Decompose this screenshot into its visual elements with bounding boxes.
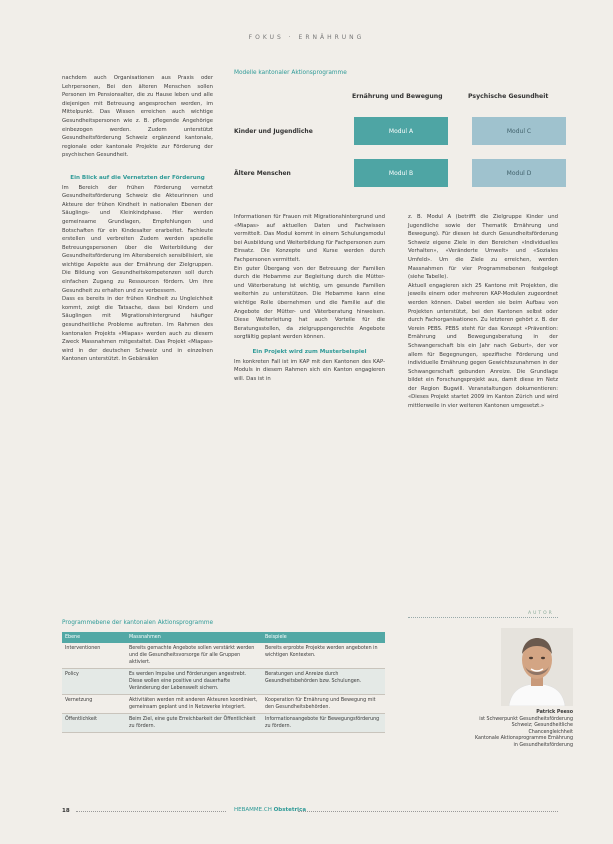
figure-row-label-elderly: Ältere Menschen — [234, 170, 291, 177]
table-cell: Vernetzung — [62, 695, 126, 714]
body-paragraph: Dass es bereits in der frühen Kindheit zu Ungleichheit kommt, zeigt die Tatsache, dass bei Kindern und Säuglingen mit Migrationshintergrund häufiger gesundheitliche Probleme auftreten. Im Rahmen des kantonalen Projekts «Miapas» werden auch zu diesem Zweck Massnahmen mitgestaltet. Das Projekt «Miapas» wird in der deutschen Schweiz und in einzelnen Kantonen unterstützt. In Gebärsälen — [62, 296, 213, 363]
table-cell: Bereits gemachte Angebote sollen verstärkt werden und die Gesundheitsvorsorge für alle Gruppen aktiviert. — [126, 643, 262, 669]
author-portrait-image — [501, 628, 573, 706]
running-head: FOKUS · ERNÄHRUNG — [248, 34, 365, 41]
author-section-label: AUTOR — [528, 611, 554, 616]
column-2 — [234, 213, 385, 383]
author-portrait — [501, 628, 573, 706]
body-paragraph: Informationen für Frauen mit Migrationshintergrund und «Miapas» auf aktuellen Daten und Fachwissen vermittelt. Das Modul kommt in einem Schulungsmodul bei Ausbildung und Weiterbildung für Fachpersonen zum Einsatz. Die Konzepte und Kurse werden durch Fachpersonen vermittelt. — [234, 214, 385, 263]
module-c-box: Modul C — [472, 117, 566, 145]
table-cell: Informationsangebote für Bewegungsförderung zu fördern. — [262, 714, 385, 733]
footer-rule — [298, 811, 558, 812]
table-title: Programmebene der kantonalen Aktionsprogramme — [62, 620, 214, 626]
module-a-box: Modul A — [354, 117, 448, 145]
author-separator — [408, 617, 558, 618]
table-row — [62, 714, 385, 733]
author-bio-line: Kantonale Aktionsprogramme Ernährung — [474, 736, 573, 742]
subheading: Ein Projekt wird zum Musterbeispiel — [252, 348, 367, 355]
table-header: Ebene — [62, 632, 126, 643]
module-b-box: Modul B — [354, 159, 448, 187]
table-cell: Bereits erprobte Projekte werden angeboten in wichtigen Kontexten. — [262, 643, 385, 669]
table-cell: Policy — [62, 669, 126, 695]
table-cell: Es werden Impulse und Förderungen angestrebt. Diese wollen eine positive und dauerhafte Veränderung der Lebenswelt sichern. — [126, 669, 262, 695]
figure-col-head-mental: Psychische Gesundheit — [468, 93, 549, 100]
figure-row-label-children: Kinder und Jugendliche — [234, 128, 313, 135]
body-paragraph: z. B. Modul A (betrifft die Zielgruppe Kinder und Jugendliche sowie der Thematik Ernährung und Bewegung). Für diesen ist durch Gesundheitsförderung Schweiz eigene Ziele in den Bereichen «Individuelles Verhalten», «Veränderte Umwelt» und «Soziales Umfeld». Um die Ziele zu erreichen, werden Massnahmen für vier Programmebenen festgelegt (siehe Tabelle). — [408, 214, 558, 281]
body-paragraph: nachdem auch Organisationen aus Praxis oder Lehrpersonen, Bei den älteren Menschen sollen Personen im Pensionsalter, die zu Hause leben und alle diejenigen mit Betreuung angesprochen werden, im Mittelpunkt. Das Wissen erreichen auch wichtige Gesundheitspersonen wie z. B. pflegende Angehörige einbezogen werden. Zudem unterstützt Gesundheitsförderung Schweiz ergänzend kantonale, regionale oder kantonale Projekte zur Förderung der psychischen Gesundheit. — [62, 75, 213, 159]
column-1 — [62, 74, 213, 364]
subheading: Ein Blick auf die Vernetzten der Förderung — [70, 174, 205, 181]
magazine-subtitle: Obstetrica — [273, 807, 307, 813]
author-bio-line: ist Schwerpunkt Gesundheitsförderung — [479, 716, 573, 722]
author-bio-line: in Gesundheitsförderung — [513, 742, 573, 748]
table-header-row — [62, 632, 385, 643]
body-paragraph: Ein guter Übergang von der Betreuung der Familien durch die Hebamme zur Begleitung durch die Mütter- und Väterberatung ist wichtig, um gesunde Familien weiterhin zu unterstützen. Die Hebamme kann eine wichtige Rolle übernehmen und die Familie auf die Angebote der Mütter- und Väterberatung hinweisen. Diese Weiterleitung hat auch Vorteile für die Beratungsstellen, da zielgruppengerechte Angebote sorgfältig geplant werden können. — [234, 265, 385, 341]
footer-magazine — [234, 807, 306, 813]
table-header: Beispiele — [262, 632, 385, 643]
table-cell: Kooperation für Ernährung und Bewegung mit den Gesundheitsbehörden. — [262, 695, 385, 714]
figure-title: Modelle kantonaler Aktionsprogramme — [234, 70, 347, 76]
table-row — [62, 669, 385, 695]
body-paragraph: Im konkreten Fall ist im KAP mit den Kantonen des KAP-Moduls in diesem Rahmen sich ein Kanton engagieren will. Das ist in — [234, 358, 385, 382]
table-cell: Öffentlichkeit — [62, 714, 126, 733]
table-row — [62, 643, 385, 669]
module-d-box: Modul D — [472, 159, 566, 187]
table-row — [62, 695, 385, 714]
page-number: 18 — [62, 808, 70, 814]
table-cell: Beratungen und Anreize durch Gesundheitsbehörden bzw. Schulungen. — [262, 669, 385, 695]
table-cell: Aktivitäten werden mit anderen Akteuren koordiniert, gemeinsam geplant und in Netzwerke integriert. — [126, 695, 262, 714]
author-bio-line: Chancengleichheit — [528, 729, 573, 735]
column-3 — [408, 213, 558, 411]
table-cell: Interventionen — [62, 643, 126, 669]
author-bio-line: Schweiz; Gesundheitliche — [511, 723, 573, 729]
author-name: Patrick Peeso — [536, 710, 573, 715]
body-paragraph: Im Bereich der frühen Förderung vernetzt Gesundheitsförderung Schweiz die Akteurinnen und Akteure der frühen Kindheit in nationalen Ebenen der Säuglings- und Kleinkindphase. Hier werden gemeinsame Grundlagen, Empfehlungen und Botschaften für ein Kindesalter erarbeitet. Fachleute erstellen und verbreiten Zudem werden spezielle Betreuungspersonen über die Weiterbildung der Gesundheitsförderung im Altersbereich sensibilisiert, sie wichtige Aspekte aus der Ernährung der Zielgruppen. Die Bildung von Gesundheitskompetenzen soll durch einfachen Zugang zu Ressourcen fördern. Um ihre Gesundheit zu erhalten und zu verbessern. — [62, 184, 213, 294]
body-paragraph: Aktuell engagieren sich 25 Kantone mit Projekten, die jeweils einem oder mehreren KAP-Modulen zugeordnet werden können. Dabei werden sie beim Aufbau von Projekten unterstützt, bei den Kantonen selbst oder durch Fachorganisationen. Zu letzteren gehört z. B. der Verein PEBS. PEBS steht für das Konzept «Prävention: Ernährung und Bewegungsberatung in der Schwangerschaft bis ein Jahr nach Geburt», der vor allem für Begegnungen, spezifische Förderung und individuelle Ernährung gegen Gewichtszunahmen in der Schwangerschaft gebunden Anreize. Die Grundlage bildet ein Forschungsprojekt aus, damit diese im Netz der Region Bugwill. Veranstaltungen dokumentieren: «Dieses Projekt startet 2009 im Kanton Zürich und wird mittlerweile in vier weiteren Kantonen umgesetzt.» — [408, 282, 558, 410]
table-header: Massnahmen — [126, 632, 262, 643]
author-caption — [443, 710, 573, 750]
magazine-name: HEBAMME.CH — [234, 807, 272, 813]
figure-col-head-nutrition: Ernährung und Bewegung — [352, 93, 443, 100]
footer-rule — [76, 811, 226, 812]
table-cell: Beim Ziel, eine gute Erreichbarkeit der Öffentlichkeit zu fördern. — [126, 714, 262, 733]
program-table — [62, 632, 385, 733]
